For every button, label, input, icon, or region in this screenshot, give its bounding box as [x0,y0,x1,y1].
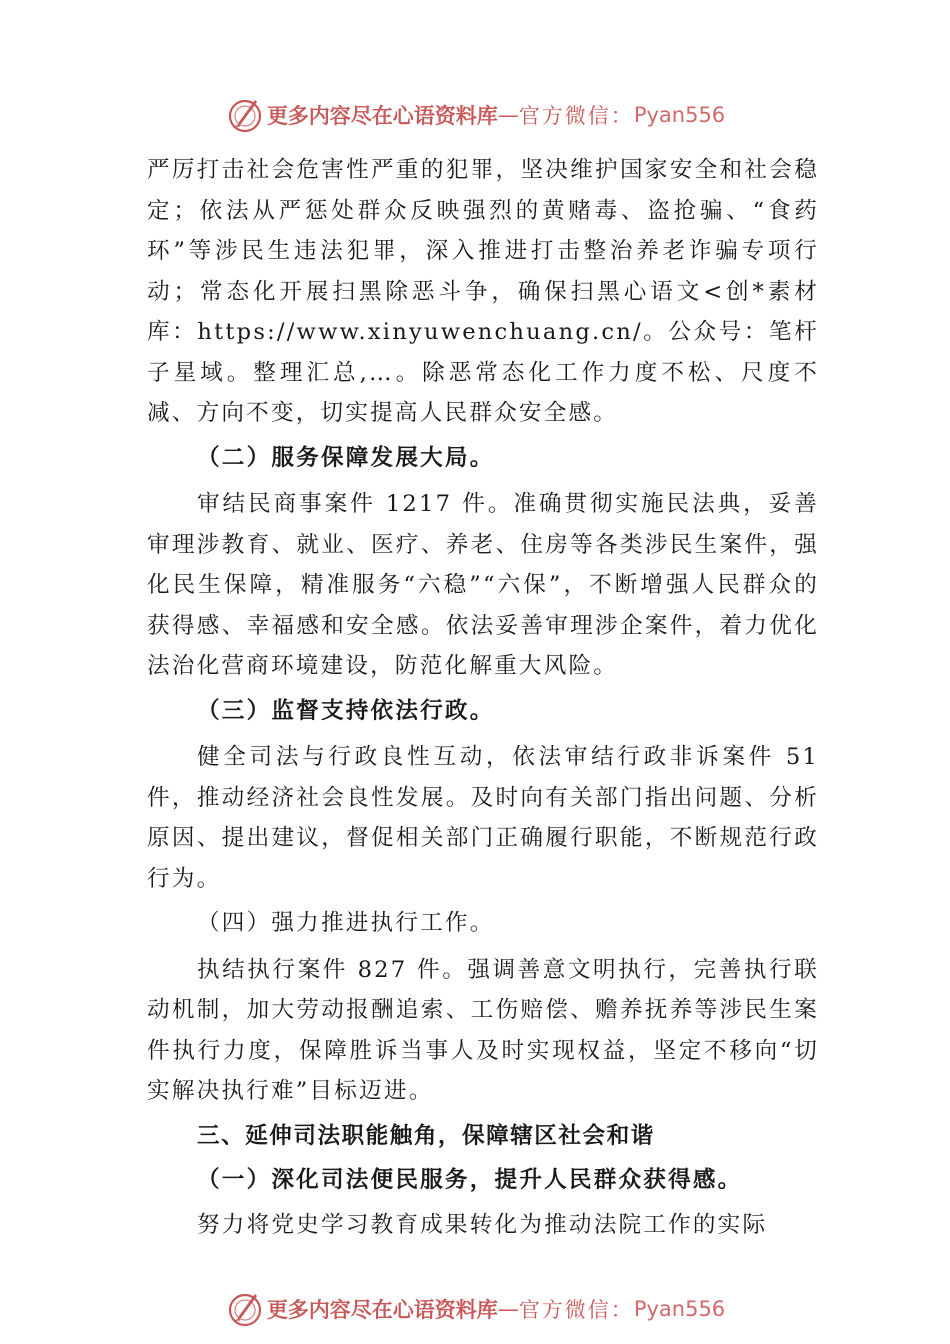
pen-seal-logo-icon [225,1289,265,1329]
banner-wechat-id: Pyan556 [633,1297,726,1321]
body-paragraph: 努力将党史学习教育成果转化为推动法院工作的实际 [197,1211,768,1238]
subheading: （二）服务保障发展大局。 [197,444,495,471]
section-heading: 三、延伸司法职能触角，保障辖区社会和谐 [197,1122,655,1149]
banner-dash: — [497,103,519,127]
banner-dash: — [497,1297,519,1321]
body-paragraph: 健全司法与行政良性互动，依法审结行政非诉案件 51 件，推动经济社会良性发展。及时向有关部门指出问题、分析原因、提出建议，督促相关部门正确履行职能，不断规范行政行为。 [147,744,819,892]
banner-official-label: 官方微信： [518,104,634,128]
body-paragraph: 执结执行案件 827 件。强调善意文明执行，完善执行联动机制，加大劳动报酬追索、工伤赔偿、赡养抚养等涉民生案件执行力度，保障胜诉当事人及时实现权益，坚定不移向“切实解决执行难”目标迈进。 [147,956,819,1104]
footer-watermark-banner [0,1286,950,1332]
subheading: （三）监督支持依法行政。 [197,697,495,724]
pen-seal-logo-icon [225,95,265,135]
banner-site-name: 更多内容尽在心语资料库 [266,103,498,128]
subheading: （一）深化司法便民服务，提升人民群众获得感。 [197,1167,743,1193]
banner-official-label: 官方微信： [518,1298,634,1322]
subheading: （四）强力推进执行工作。 [197,910,495,936]
header-watermark-banner [0,92,950,138]
banner-site-name: 更多内容尽在心语资料库 [266,1297,498,1322]
body-paragraph: 审结民商事案件 1217 件。准确贯彻实施民法典，妥善审理涉教育、就业、医疗、养老、住房等各类涉民生案件，强化民生保障，精准服务“六稳”“六保”，不断增强人民群众的获得感、幸福感和安全感。依法妥善审理涉企案件，着力优化法治化营商环境建设，防范化解重大风险。 [147,491,819,679]
body-paragraph: 严厉打击社会危害性严重的犯罪，坚决维护国家安全和社会稳定；依法从严惩处群众反映强烈的黄赌毒、盗抢骗、“食药环”等涉民生违法犯罪，深入推进打击整治养老诈骗专项行动；常态化开展扫黑除恶斗争，确保扫黑心语文<创*素材库：https://www.xinyuwenchuang.cn/。公众号：笔杆子星域。整理汇总,…。除恶常态化工作力度不松、尺度不减、方向不变，切实提高人民群众安全感。 [147,157,819,426]
document-body [147,150,819,1245]
banner-wechat-id: Pyan556 [633,103,726,127]
